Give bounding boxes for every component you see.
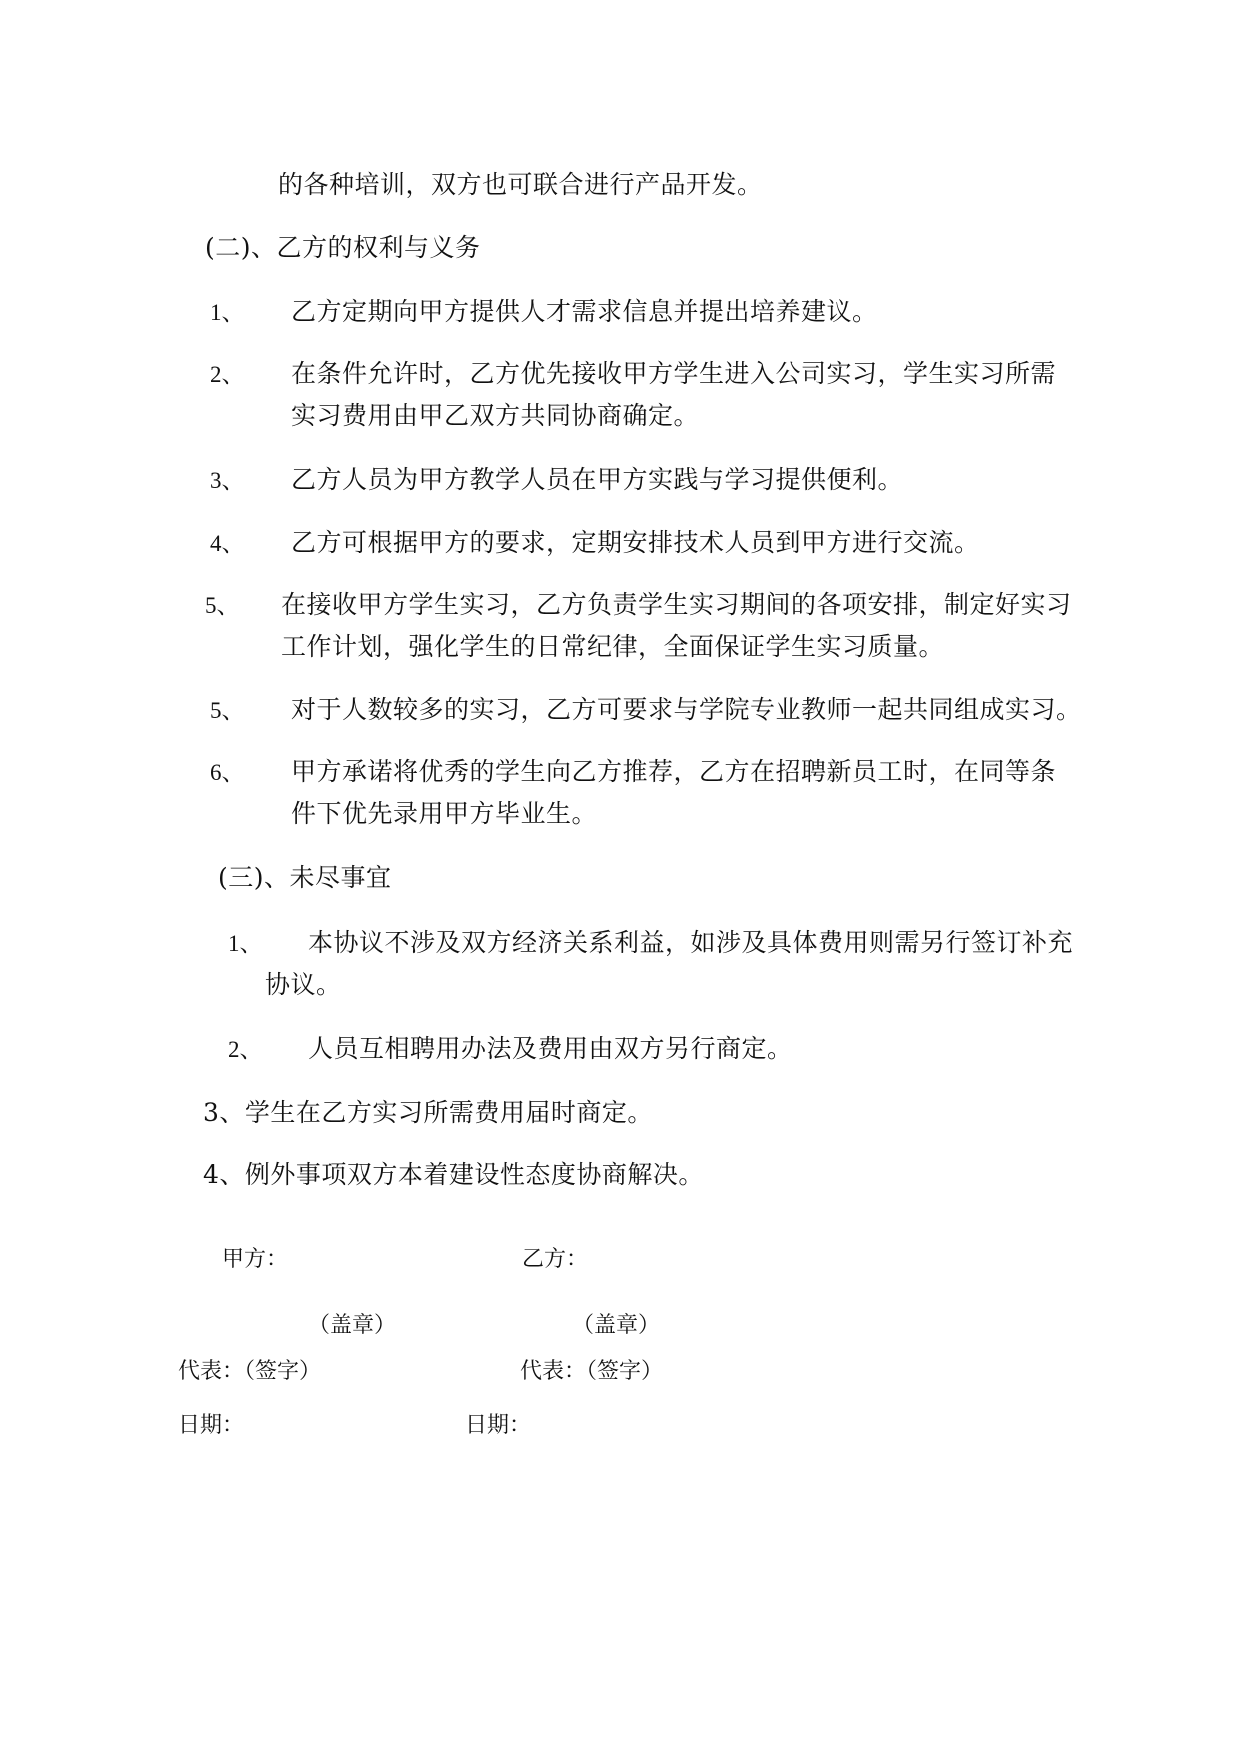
item-text: 乙方可根据甲方的要求，定期安排技术人员到甲方进行交流。 xyxy=(291,528,980,557)
item-text-continued: 工作计划，强化学生的日常纪律，全面保证学生实习质量。 xyxy=(281,632,945,661)
section-heading-2: (二)、乙方的权利与义务 xyxy=(205,233,481,262)
item-number: 3、 xyxy=(210,468,245,493)
item-number: 2、 xyxy=(228,1037,263,1062)
item-text: 3、学生在乙方实习所需费用届时商定。 xyxy=(203,1098,653,1127)
item-number: 6、 xyxy=(210,760,245,785)
item-text-continued: 实习费用由甲乙双方共同协商确定。 xyxy=(291,401,700,430)
party-b-label: 乙方： xyxy=(522,1247,589,1272)
date-b-label: 日期： xyxy=(465,1413,532,1438)
item-text: 甲方承诺将优秀的学生向乙方推荐，乙方在招聘新员工时，在同等条 xyxy=(291,757,1057,786)
item-number: 5、 xyxy=(205,593,240,618)
item-number: 4、 xyxy=(210,531,245,556)
date-a-label: 日期： xyxy=(178,1413,245,1438)
item-text: 本协议不涉及双方经济关系利益，如涉及具体费用则需另行签订补充 xyxy=(308,928,1074,957)
item-number: 1、 xyxy=(228,931,263,956)
rep-b-label: 代表：（签字） xyxy=(520,1359,664,1384)
item-text: 在条件允许时，乙方优先接收甲方学生进入公司实习，学生实习所需 xyxy=(291,359,1057,388)
seal-a-label: （盖章） xyxy=(308,1313,397,1338)
continued-paragraph-line: 的各种培训，双方也可联合进行产品开发。 xyxy=(278,170,763,199)
section-heading-3: (三)、未尽事宜 xyxy=(218,863,392,892)
item-text: 在接收甲方学生实习，乙方负责学生实习期间的各项安排，制定好实习 xyxy=(281,590,1072,619)
item-text: 人员互相聘用办法及费用由双方另行商定。 xyxy=(308,1034,793,1063)
item-text: 4、例外事项双方本着建设性态度协商解决。 xyxy=(203,1160,704,1189)
item-text-continued: 件下优先录用甲方毕业生。 xyxy=(291,799,598,828)
party-a-label: 甲方： xyxy=(222,1247,289,1272)
item-text: 乙方定期向甲方提供人才需求信息并提出培养建议。 xyxy=(291,297,878,326)
item-number: 1、 xyxy=(210,300,245,325)
item-text: 乙方人员为甲方教学人员在甲方实践与学习提供便利。 xyxy=(291,465,904,494)
item-text: 对于人数较多的实习，乙方可要求与学院专业教师一起共同组成实习。 xyxy=(291,695,1082,724)
seal-b-label: （盖章） xyxy=(572,1313,661,1338)
item-text-continued: 协议。 xyxy=(265,970,342,999)
item-number: 2、 xyxy=(210,362,245,387)
item-number: 5、 xyxy=(210,698,245,723)
rep-a-label: 代表：（签字） xyxy=(178,1359,322,1384)
